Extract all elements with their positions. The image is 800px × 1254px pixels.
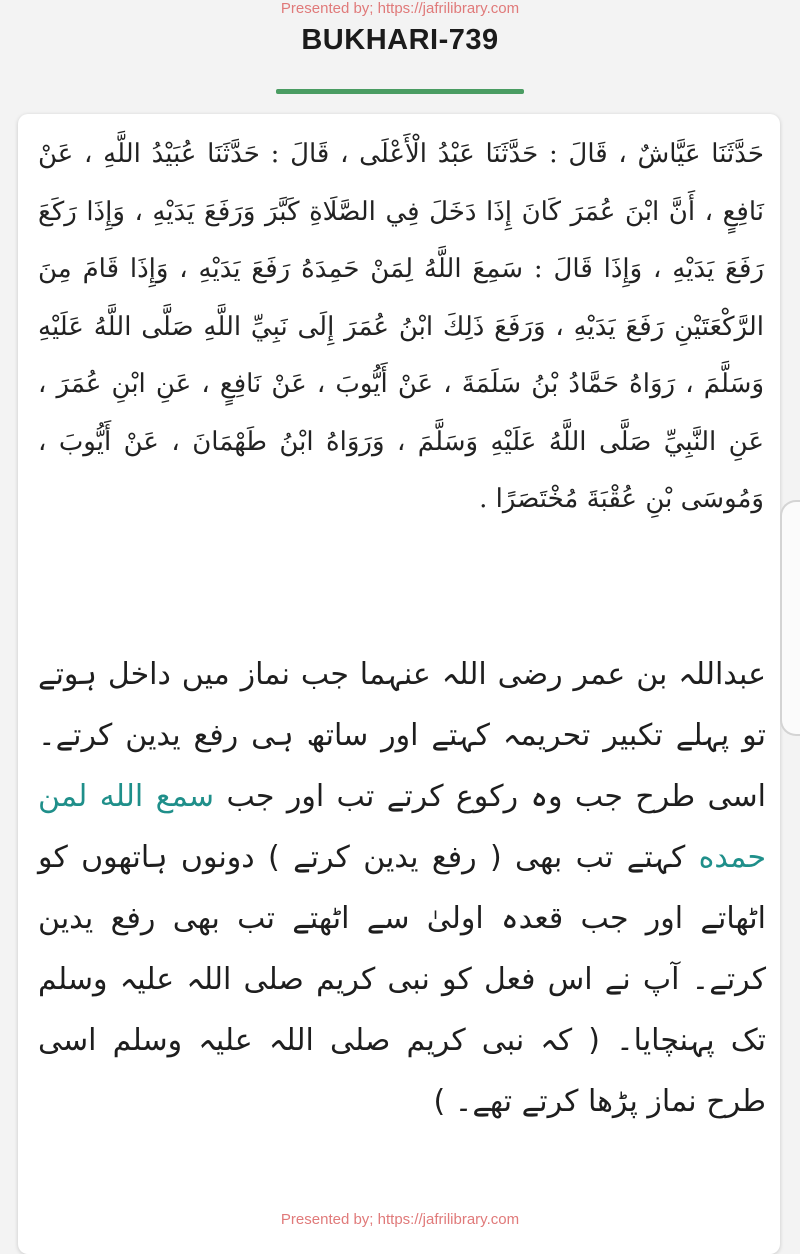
title-underline (276, 89, 524, 94)
urdu-translation (38, 644, 766, 1132)
arabic-text: حَدَّثَنَا عَيَّاشٌ ، قَالَ : حَدَّثَنَا عَبْدُ الْأَعْلَى ، قَالَ : حَدَّثَنَا عُبَيْدُ اللَّهِ ، عَنْ نَافِعٍ ، أَنَّ ابْنَ عُمَرَ كَانَ إِذَا دَخَلَ فِي الصَّلَاةِ كَبَّرَ وَرَفَعَ يَدَيْهِ ، وَإِذَا رَكَعَ رَفَعَ يَدَيْهِ ، وَإِذَا قَالَ : سَمِعَ اللَّهُ لِمَنْ حَمِدَهُ رَفَعَ يَدَيْهِ ، وَإِذَا قَامَ مِنَ الرَّكْعَتَيْنِ رَفَعَ يَدَيْهِ ، وَرَفَعَ ذَلِكَ ابْنُ عُمَرَ إِلَى نَبِيِّ اللَّهِ صَلَّى اللَّهُ عَلَيْهِ وَسَلَّمَ ، رَوَاهُ حَمَّادُ بْنُ سَلَمَةَ ، عَنْ أَيُّوبَ ، عَنْ نَافِعٍ ، عَنِ ابْنِ عُمَرَ ، عَنِ النَّبِيِّ صَلَّى اللَّهُ عَلَيْهِ وَسَلَّمَ ، وَرَوَاهُ ابْنُ طَهْمَانَ ، عَنْ أَيُّوبَ ، وَمُوسَى بْنِ عُقْبَةَ مُخْتَصَرًا . (38, 139, 764, 514)
page-title: BUKHARI-739 (301, 24, 499, 56)
side-panel-handle[interactable] (780, 500, 800, 736)
urdu-highlight-phrase: سمع الله لمن حمده (38, 779, 766, 875)
watermark-bottom: Presented by; https://jafrilibrary.com (280, 1211, 520, 1228)
urdu-text-part1: عبداللہ بن عمر رضی اللہ عنہما جب نماز میں داخل ہوتے تو پہلے تکبیر تحریمہ کہتے اور ساتھ ہی رفع یدین کرتے۔ اسی طرح جب وہ رکوع کرتے تب اور جب (38, 657, 766, 814)
watermark-top: Presented by; https://jafrilibrary.com (280, 0, 520, 17)
urdu-text-part2: کہتے تب بھی ( رفع یدین کرتے ) دونوں ہاتھوں کو اٹھاتے اور جب قعدہ اولیٰ سے اٹھتے تب بھی رفع یدین کرتے۔ آپ نے اس فعل کو نبی کریم صلی اللہ علیہ وسلم تک پہنچایا۔ ( کہ نبی کریم صلی اللہ علیہ وسلم اسی طرح نماز پڑھا کرتے تھے۔ ) (38, 840, 766, 1119)
hadith-card (18, 114, 780, 1254)
